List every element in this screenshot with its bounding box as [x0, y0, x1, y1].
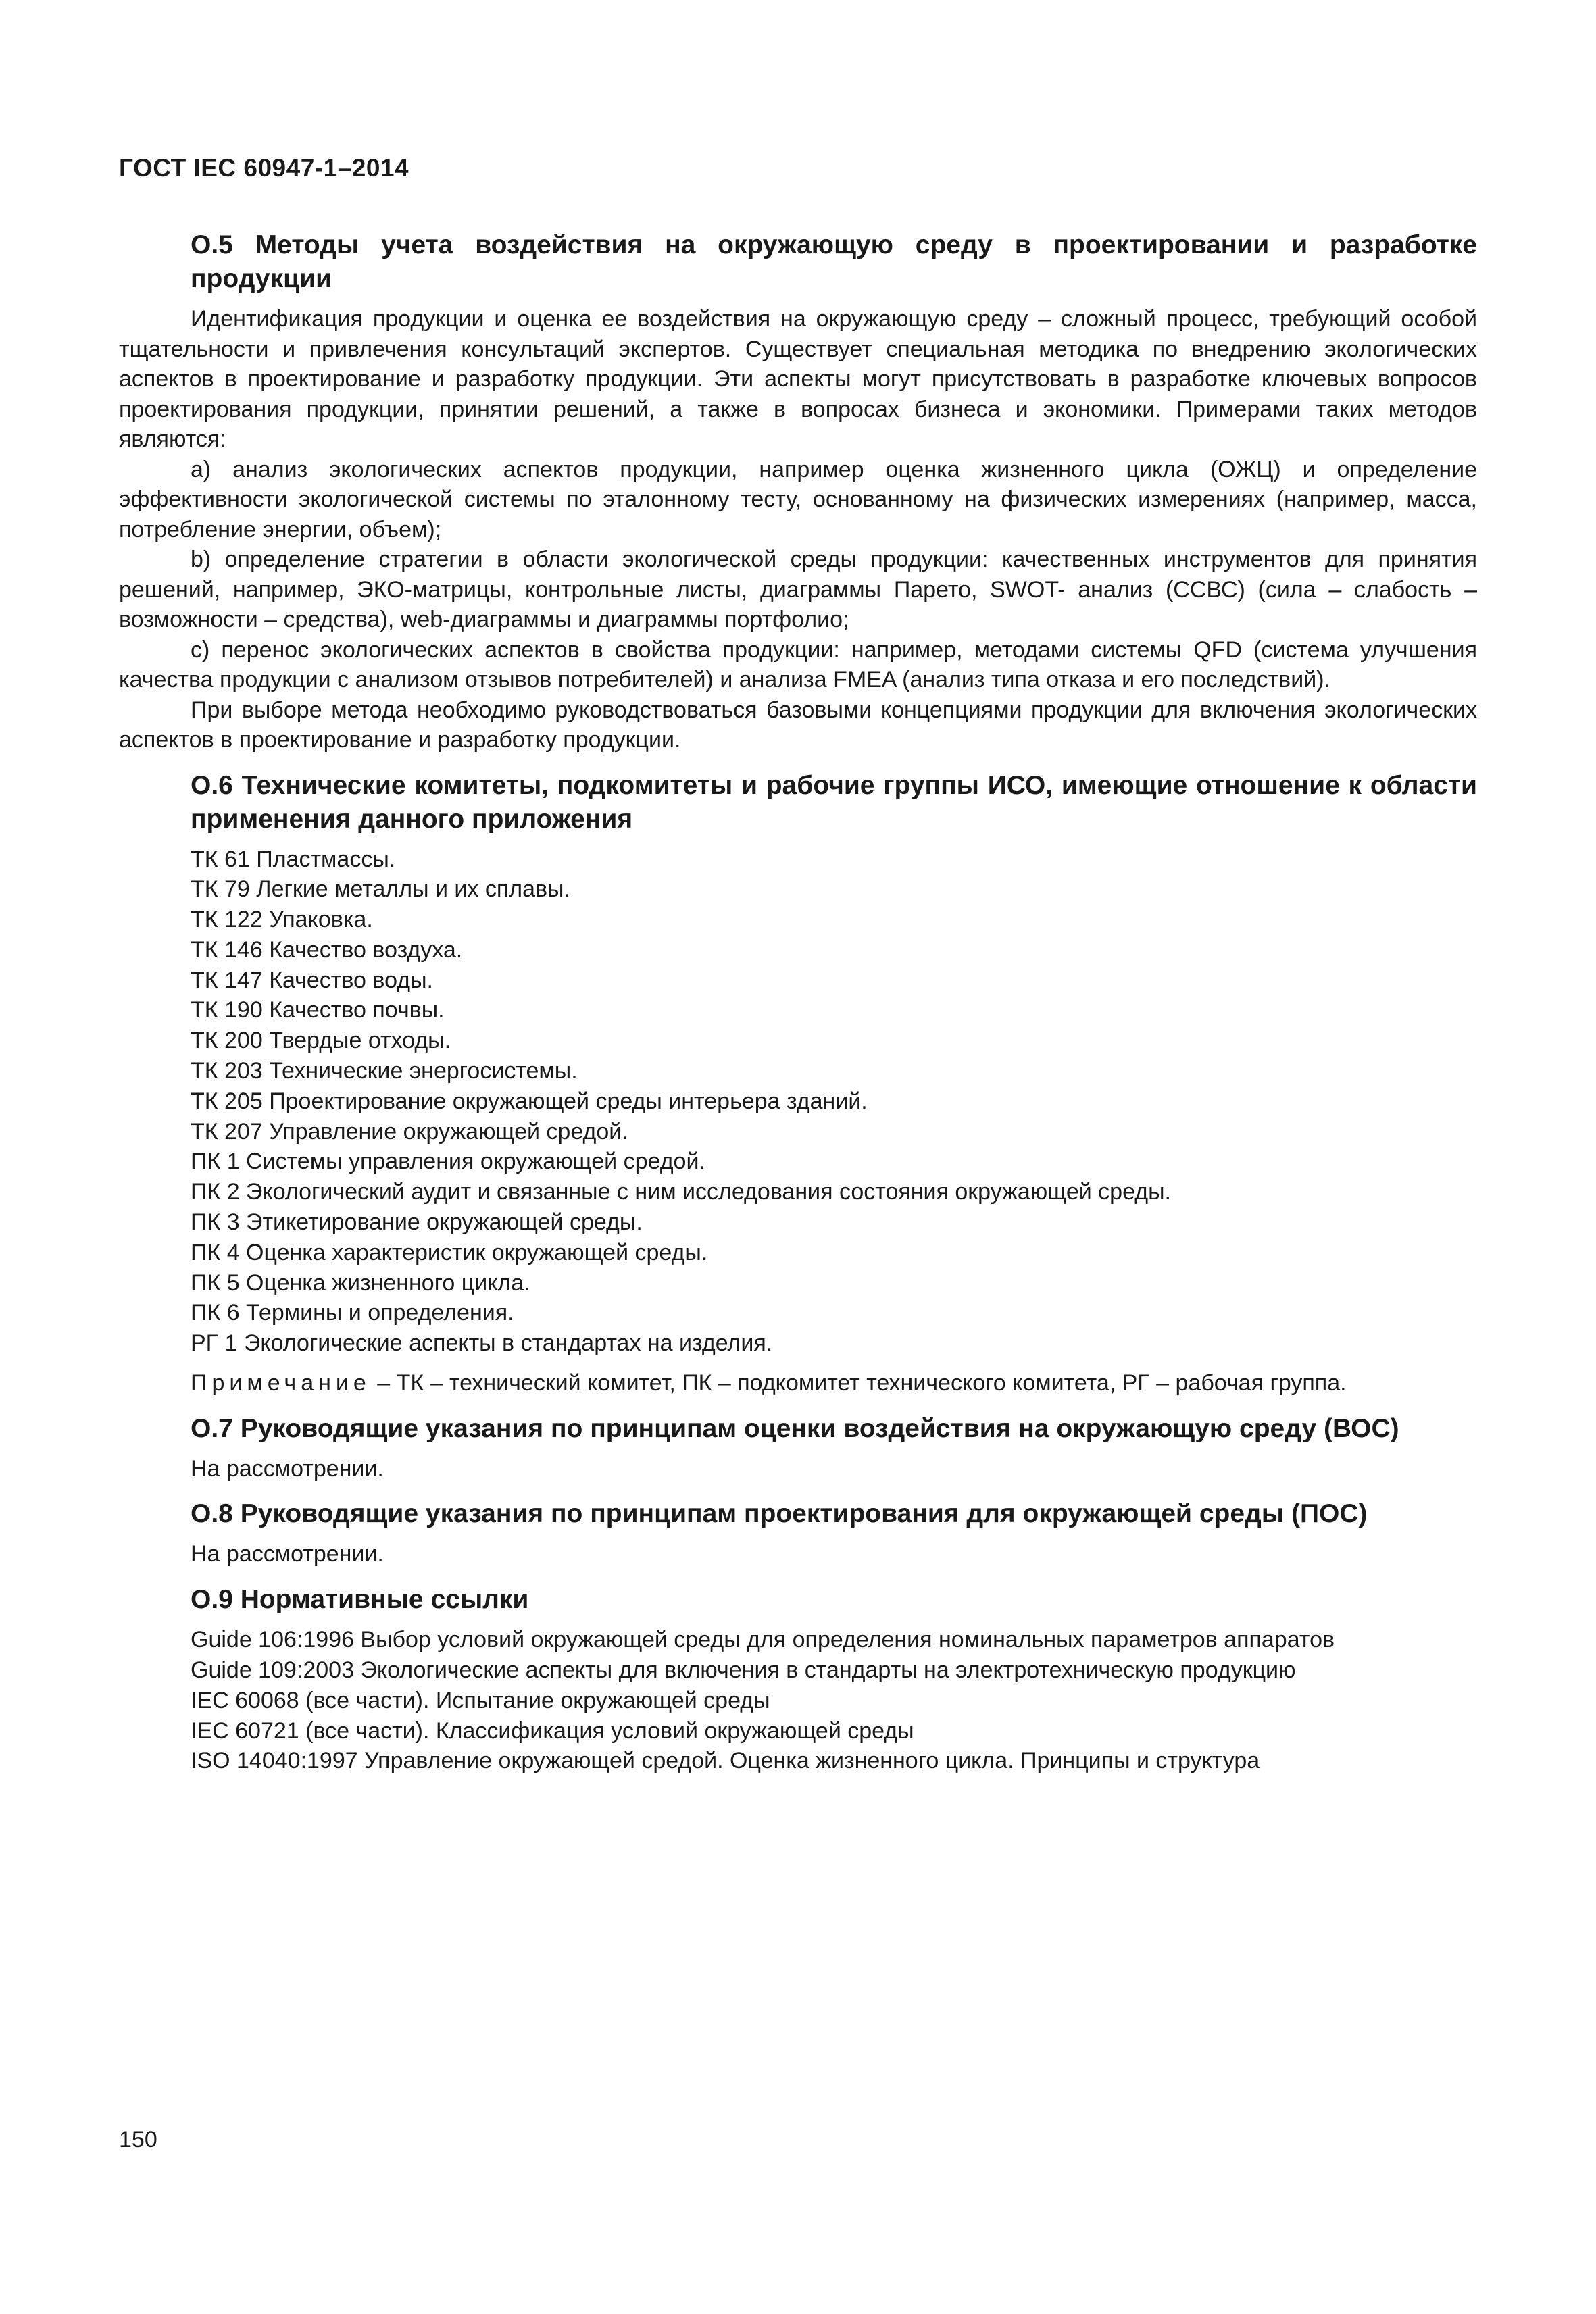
section-o8: [119, 1497, 1477, 1569]
section-o6: [119, 769, 1477, 1399]
list-item: ТК 146 Качество воздуха.: [191, 936, 463, 963]
list-item: ПК 6 Термины и определения.: [191, 1300, 514, 1326]
section-o7-title: О.7 Руководящие указания по принципам оценки воздействия на окружающую среду (ВОС): [191, 1413, 1399, 1443]
section-o5-paragraph-c: c) перенос экологических аспектов в свойства продукции: например, методами системы QFD (система улучшения качества продукции с анализом отзывов потребителей) и анализа FMEA (анализ типа отказа и его последствий).: [119, 636, 1477, 693]
section-o6-title: О.6 Технические комитеты, подкомитеты и рабочие группы ИСО, имеющие отношение к области применения данного приложения: [191, 770, 1477, 834]
list-item: ТК 61 Пластмассы.: [191, 846, 396, 872]
reference-item: IEC 60721 (все части). Классификация условий окружающей среды: [191, 1717, 914, 1744]
reference-item: IEC 60068 (все части). Испытание окружающей среды: [191, 1687, 770, 1713]
list-item: ТК 147 Качество воды.: [191, 967, 433, 993]
section-o6-note: [119, 1368, 1477, 1399]
section-o5-paragraph-1: Идентификация продукции и оценка ее воздействия на окружающую среду – сложный процесс, требующий особой тщательности и привлечения консультаций экспертов. Существует специальная методика по внедрению экологических аспектов в проектирование и разработку продукции. Эти аспекты могут присутствовать в разработке ключевых вопросов проектирования продукции, принятии решений, а также в вопросах бизнеса и экономики. Примерами таких методов являются:: [119, 306, 1477, 452]
reference-item: Guide 106:1996 Выбор условий окружающей среды для определения номинальных параметров аппаратов: [191, 1627, 1335, 1653]
section-o9: [119, 1583, 1477, 1776]
section-o5-paragraph-a: a) анализ экологических аспектов продукции, например оценка жизненного цикла (ОЖЦ) и определение эффективности экологической системы по эталонному тесту, основанному на физических измерениях (например, масса, потребление энергии, объем);: [119, 456, 1477, 543]
section-o5-paragraph-final: При выборе метода необходимо руководствоваться базовыми концепциями продукции для включения экологических аспектов в проектирование и разработку продукции.: [119, 697, 1477, 753]
list-item: ПК 4 Оценка характеристик окружающей среды.: [191, 1239, 708, 1265]
list-item: РГ 1 Экологические аспекты в стандартах на изделия.: [191, 1330, 773, 1357]
section-o7-text: На рассмотрении.: [191, 1455, 384, 1482]
document-id-header: ГОСТ IEC 60947-1–2014: [119, 154, 409, 182]
section-o7: [119, 1412, 1477, 1484]
list-item: ТК 200 Твердые отходы.: [191, 1028, 451, 1054]
section-o8-text: На рассмотрении.: [191, 1541, 384, 1567]
reference-item: ISO 14040:1997 Управление окружающей средой. Оценка жизненного цикла. Принципы и структура: [191, 1748, 1260, 1774]
page-content: [119, 228, 1477, 1776]
reference-item: Guide 109:2003 Экологические аспекты для включения в стандарты на электротехническую продукцию: [191, 1657, 1296, 1683]
list-item: ПК 3 Этикетирование окружающей среды.: [191, 1209, 643, 1236]
page-number: 150: [119, 2127, 157, 2153]
note-label: Примечание: [191, 1370, 371, 1397]
list-item: ПК 1 Системы управления окружающей средой.: [191, 1149, 705, 1175]
list-item: ТК 207 Управление окружающей средой.: [191, 1118, 628, 1145]
section-o8-title: О.8 Руководящие указания по принципам проектирования для окружающей среды (ПОС): [191, 1499, 1368, 1529]
list-item: ПК 5 Оценка жизненного цикла.: [191, 1269, 530, 1296]
list-item: ТК 79 Легкие металлы и их сплавы.: [191, 876, 570, 903]
list-item: ТК 205 Проектирование окружающей среды интерьера зданий.: [191, 1088, 868, 1114]
list-item: ПК 2 Экологический аудит и связанные с ним исследования состояния окружающей среды.: [191, 1179, 1171, 1205]
list-item: ТК 190 Качество почвы.: [191, 997, 445, 1024]
section-o5-paragraph-b: b) определение стратегии в области экологической среды продукции: качественных инструментов для принятия решений, например, ЭКО-матрицы, контрольные листы, диаграммы Парето, SWOT- анализ (ССВС) (сила – слабость – возможности – средства), web-диаграммы и диаграммы портфолио;: [119, 547, 1477, 632]
committee-list: [119, 845, 1477, 1359]
list-item: ТК 122 Упаковка.: [191, 907, 373, 933]
section-o9-title: О.9 Нормативные ссылки: [191, 1585, 529, 1615]
note-text: – ТК – технический комитет, ПК – подкомитет технического комитета, РГ – рабочая группа.: [370, 1370, 1347, 1397]
section-o5-title: О.5 Методы учета воздействия на окружающую среду в проектировании и разработке продукции: [191, 230, 1477, 293]
section-o5: [119, 228, 1477, 755]
list-item: ТК 203 Технические энергосистемы.: [191, 1058, 578, 1084]
